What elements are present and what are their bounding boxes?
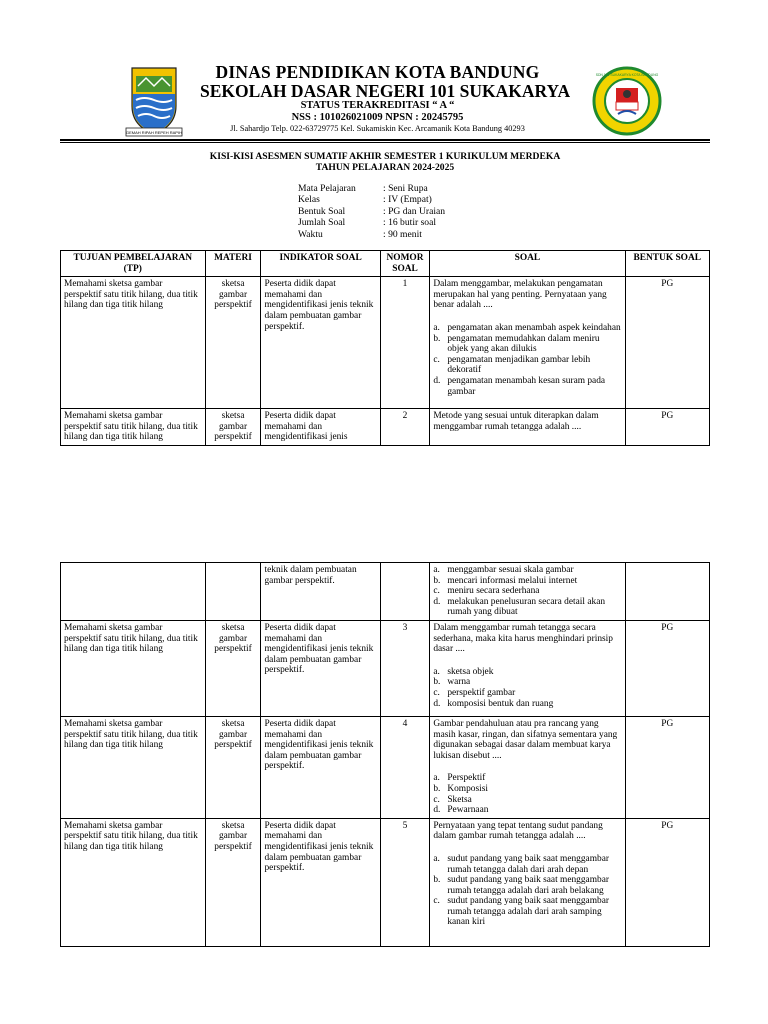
cell-tp: Memahami sketsa gambar perspektif satu titik hilang, dua titik hilang dan tiga titik hilang bbox=[61, 620, 206, 716]
cell-bentuk: PG bbox=[625, 409, 709, 446]
kisi-kisi-table-page2 bbox=[60, 562, 710, 947]
table-row bbox=[61, 818, 710, 946]
option-letter: d. bbox=[433, 375, 441, 386]
cell-bentuk bbox=[625, 563, 709, 621]
option-item bbox=[433, 784, 621, 795]
option-item bbox=[433, 875, 621, 896]
cell-bentuk: PG bbox=[625, 716, 709, 818]
option-item bbox=[433, 334, 621, 355]
meta-value: : PG dan Uraian bbox=[383, 205, 446, 217]
option-text: sudut pandang yang baik saat menggambar rumah tetangga adalah dari arah samping kanan kiri bbox=[447, 896, 609, 928]
option-text: pengamatan akan menambah aspek keindahan bbox=[447, 322, 621, 333]
bandung-city-logo bbox=[124, 64, 184, 140]
meta-row bbox=[298, 206, 445, 217]
cell-materi: sketsa gambar perspektif bbox=[205, 716, 261, 818]
option-item bbox=[433, 854, 621, 875]
meta-row bbox=[298, 217, 445, 228]
document-title bbox=[60, 151, 710, 173]
option-letter: a. bbox=[433, 322, 440, 333]
option-text: mencari informasi melalui internet bbox=[447, 575, 578, 586]
header-rule-thin bbox=[60, 142, 710, 143]
cell-materi: sketsa gambar perspektif bbox=[205, 818, 261, 946]
meta-value: : Seni Rupa bbox=[383, 183, 428, 194]
meta-key: Kelas bbox=[298, 194, 320, 206]
cell-bentuk: PG bbox=[625, 620, 709, 716]
option-list bbox=[433, 667, 621, 709]
cell-nomor: 1 bbox=[380, 277, 430, 409]
option-letter: c. bbox=[433, 586, 440, 597]
option-item bbox=[433, 576, 621, 587]
meta-value: : 16 butir soal bbox=[383, 217, 437, 229]
cell-tp: Memahami sketsa gambar perspektif satu titik hilang, dua titik hilang dan tiga titik hilang bbox=[61, 409, 206, 446]
cell-nomor: 3 bbox=[380, 620, 430, 716]
option-text: warna bbox=[447, 677, 471, 688]
meta-key: Bentuk Soal bbox=[298, 205, 346, 217]
table-row bbox=[61, 409, 710, 446]
option-item bbox=[433, 677, 621, 688]
meta-value: : IV (Empat) bbox=[383, 194, 432, 206]
exam-meta bbox=[298, 183, 445, 240]
option-letter: d. bbox=[433, 698, 441, 709]
option-list bbox=[433, 773, 621, 815]
option-letter: b. bbox=[433, 575, 441, 586]
option-text: Pewarnaan bbox=[447, 805, 489, 816]
option-letter: c. bbox=[433, 794, 440, 805]
option-item bbox=[433, 355, 621, 376]
cell-indikator: Peserta didik dapat memahami dan mengidentifikasi jenis teknik dalam pembuatan gambar perspektif. bbox=[261, 716, 380, 818]
table-row bbox=[61, 563, 710, 621]
agency-title: DINAS PENDIDIKAN KOTA BANDUNG bbox=[215, 62, 540, 82]
option-letter: b. bbox=[433, 677, 441, 688]
option-letter: d. bbox=[433, 805, 441, 816]
option-text: pengamatan menambah kesan suram pada gambar bbox=[447, 375, 606, 397]
option-item bbox=[433, 688, 621, 699]
cell-soal bbox=[430, 818, 625, 946]
option-item bbox=[433, 586, 621, 597]
option-text: sketsa objek bbox=[447, 666, 494, 677]
option-text: melakukan penelusuran secara detail akan rumah yang dibuat bbox=[447, 596, 606, 618]
cell-soal bbox=[430, 716, 625, 818]
cell-tp bbox=[61, 563, 206, 621]
option-item bbox=[433, 667, 621, 678]
cell-bentuk: PG bbox=[625, 818, 709, 946]
cell-nomor: 5 bbox=[380, 818, 430, 946]
option-letter: d. bbox=[433, 596, 441, 607]
option-text: sudut pandang yang baik saat menggambar rumah tetangga adalah dari arah belakang bbox=[447, 875, 609, 896]
header-materi: MATERI bbox=[205, 251, 261, 277]
option-text: menggambar sesuai skala gambar bbox=[447, 565, 574, 575]
option-letter: a. bbox=[433, 853, 440, 864]
option-item bbox=[433, 773, 621, 784]
cell-materi bbox=[205, 563, 261, 621]
school-logo bbox=[592, 66, 662, 136]
option-item bbox=[433, 795, 621, 806]
question-text: Pernyataan yang tepat tentang sudut pandang dalam gambar rumah tetangga adalah .... bbox=[433, 820, 603, 842]
header-indikator: INDIKATOR SOAL bbox=[261, 251, 380, 277]
option-text: Perspektif bbox=[447, 773, 486, 784]
cell-indikator: Peserta didik dapat memahami dan mengidentifikasi jenis bbox=[261, 409, 380, 446]
school-logo-text: SDN 101 SUKAKARYA KOTA BANDUNG bbox=[595, 73, 659, 77]
header-nomor: NOMOR SOAL bbox=[380, 251, 430, 277]
meta-key: Waktu bbox=[298, 228, 323, 240]
option-letter: a. bbox=[433, 773, 440, 784]
cell-bentuk: PG bbox=[625, 277, 709, 409]
cell-soal bbox=[430, 620, 625, 716]
cell-nomor: 2 bbox=[380, 409, 430, 446]
option-text: komposisi bentuk dan ruang bbox=[447, 698, 554, 709]
cell-indikator: Peserta didik dapat memahami dan mengidentifikasi jenis teknik dalam pembuatan gambar perspektif. bbox=[261, 818, 380, 946]
logo-ribbon-text: GEMAH RIPAH REPEH RAPIH bbox=[126, 130, 182, 135]
option-text: Komposisi bbox=[447, 783, 488, 794]
option-list bbox=[433, 323, 621, 397]
option-item bbox=[433, 597, 621, 618]
option-letter: c. bbox=[433, 896, 440, 907]
header-rule-thick bbox=[60, 139, 710, 141]
cell-materi: sketsa gambar perspektif bbox=[205, 620, 261, 716]
cell-indikator: Peserta didik dapat memahami dan mengidentifikasi jenis teknik dalam pembuatan gambar perspektif. bbox=[261, 620, 380, 716]
cell-tp: Memahami sketsa gambar perspektif satu titik hilang, dua titik hilang dan tiga titik hilang bbox=[61, 277, 206, 409]
cell-soal bbox=[430, 277, 625, 409]
option-text: meniru secara sederhana bbox=[447, 586, 540, 597]
question-text: Dalam menggambar, melakukan pengamatan merupakan hal yang penting. Pernyataan yang benar adalah .... bbox=[433, 279, 607, 311]
option-letter: a. bbox=[433, 565, 440, 575]
meta-value: : 90 menit bbox=[383, 228, 422, 240]
accreditation-status: STATUS TERAKREDITASI “ A “ bbox=[300, 100, 455, 111]
option-letter: c. bbox=[433, 354, 440, 365]
question-text: Metode yang sesuai untuk diterapkan dalam menggambar rumah tetangga adalah .... bbox=[433, 411, 599, 432]
option-letter: c. bbox=[433, 687, 440, 698]
table-header-row bbox=[61, 251, 710, 277]
header-tp: TUJUAN PEMBELAJARAN (TP) bbox=[61, 251, 206, 277]
cell-tp: Memahami sketsa gambar perspektif satu titik hilang, dua titik hilang dan tiga titik hilang bbox=[61, 818, 206, 946]
option-item bbox=[433, 896, 621, 928]
meta-row bbox=[298, 229, 445, 240]
option-item bbox=[433, 565, 621, 576]
cell-indikator: teknik dalam pembuatan gambar perspektif. bbox=[261, 563, 380, 621]
meta-row bbox=[298, 194, 445, 205]
option-item bbox=[433, 699, 621, 710]
header-soal: SOAL bbox=[430, 251, 625, 277]
option-item bbox=[433, 376, 621, 397]
option-text: pengamatan memudahkan dalam meniru objek yang akan dilukis bbox=[447, 333, 600, 355]
table-row bbox=[61, 716, 710, 818]
table-row bbox=[61, 620, 710, 716]
cell-nomor bbox=[380, 563, 430, 621]
meta-key: Mata Pelajaran bbox=[298, 183, 356, 194]
meta-key: Jumlah Soal bbox=[298, 217, 346, 229]
option-text: sudut pandang yang baik saat menggambar rumah tetangga dalah dari arah depan bbox=[447, 853, 609, 875]
option-list bbox=[433, 565, 621, 618]
cell-materi: sketsa gambar perspektif bbox=[205, 277, 261, 409]
cell-indikator: Peserta didik dapat memahami dan mengidentifikasi jenis teknik dalam pembuatan gambar perspektif. bbox=[261, 277, 380, 409]
cell-soal bbox=[430, 409, 625, 446]
school-ids: NSS : 101026021009 NPSN : 20245795 bbox=[291, 112, 464, 123]
question-text: Dalam menggambar rumah tetangga secara sederhana, maka kita harus menghindari prinsip dasar .... bbox=[433, 622, 613, 655]
option-letter: b. bbox=[433, 783, 441, 794]
cell-soal bbox=[430, 563, 625, 621]
option-letter: a. bbox=[433, 666, 440, 677]
option-list bbox=[433, 854, 621, 928]
school-title: SEKOLAH DASAR NEGERI 101 SUKAKARYA bbox=[200, 81, 571, 101]
kisi-kisi-table-page1 bbox=[60, 250, 710, 446]
document-title-line2: TAHUN PELAJARAN 2024-2025 bbox=[315, 162, 455, 173]
cell-materi: sketsa gambar perspektif bbox=[205, 409, 261, 446]
question-text: Gambar pendahuluan atau pra rancang yang masih kasar, ringan, dan sifatnya sementara yang digunakan sebagai dasar dalam membuat karya lukisan disebut .... bbox=[433, 718, 618, 761]
option-text: pengamatan menjadikan gambar lebih dekoratif bbox=[447, 354, 591, 376]
option-text: perspektif gambar bbox=[447, 687, 516, 698]
school-address: Jl. Sahardjo Telp. 022-63729775 Kel. Sukamiskin Kec. Arcamanik Kota Bandung 40293 bbox=[230, 124, 525, 133]
option-letter: b. bbox=[433, 875, 441, 886]
document-title-line1: KISI-KISI ASESMEN SUMATIF AKHIR SEMESTER 1 KURIKULUM MERDEKA bbox=[209, 151, 561, 162]
option-text: Sketsa bbox=[447, 794, 472, 805]
option-letter: b. bbox=[433, 333, 441, 344]
option-item bbox=[433, 805, 621, 816]
cell-tp: Memahami sketsa gambar perspektif satu titik hilang, dua titik hilang dan tiga titik hilang bbox=[61, 716, 206, 818]
letterhead bbox=[0, 0, 768, 150]
cell-nomor: 4 bbox=[380, 716, 430, 818]
header-bentuk: BENTUK SOAL bbox=[625, 251, 709, 277]
option-item bbox=[433, 323, 621, 334]
table-row bbox=[61, 277, 710, 409]
meta-row bbox=[298, 183, 445, 194]
